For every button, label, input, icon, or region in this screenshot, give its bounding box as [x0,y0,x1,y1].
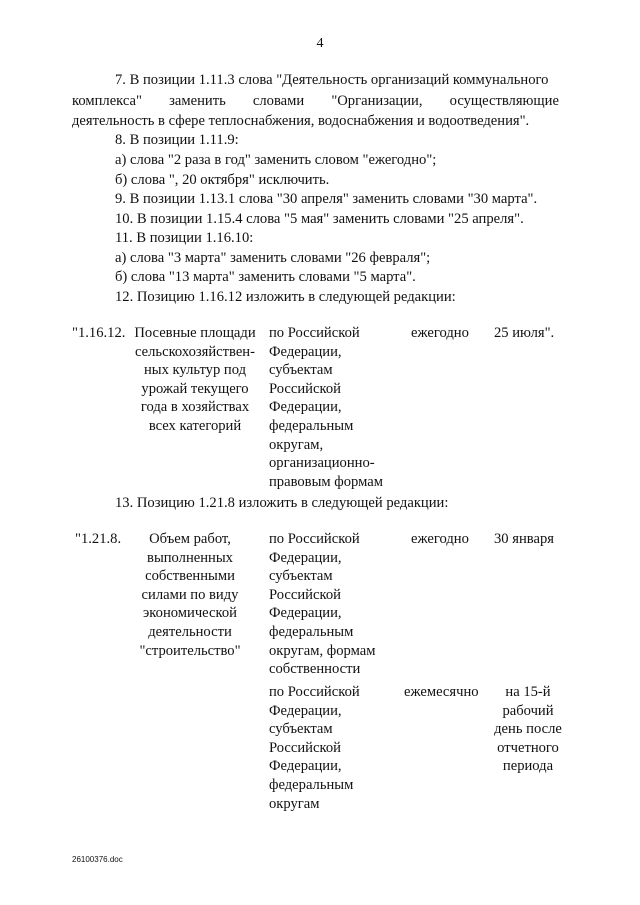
item11-b: б) слова "13 марта" заменить словами "5 марта". [115,269,416,285]
item7-word: заменить [169,93,226,109]
table2-row2-deadline: на 15-й рабочий день после отчетного периода [494,684,562,775]
item7-line3: деятельность в сфере теплоснабжения, водоснабжения и водоотведения". [72,113,530,129]
table1-name: Посевные площади сельскохозяйствен- ных культур под урожай текущего года в хозяйствах всех категорий [134,325,256,434]
item7-word: словами [252,93,305,109]
table1-code: "1.16.12. [72,325,126,341]
item8-line1: 8. В позиции 1.11.9: [115,132,239,148]
table2-row1-frequency: ежегодно [411,531,469,547]
item8-b: б) слова ", 20 октября" исключить. [115,172,330,188]
item7-line1: 7. В позиции 1.11.3 слова "Деятельность организаций коммунального [115,72,549,88]
item10: 10. В позиции 1.15.4 слова "5 мая" заменить словами "25 апреля". [115,211,524,227]
page-number: 4 [316,36,324,51]
item7-word: "Организации, [331,93,423,109]
table1-breakdown: по Российской Федерации, субъектам Российской Федерации, федеральным округам, организационно- правовым формам [269,325,383,490]
item12: 12. Позицию 1.16.12 изложить в следующей редакции: [115,289,456,305]
item7-word: осуществляющие [449,93,559,109]
table2-code: "1.21.8. [75,531,122,547]
footer-filename: 26100376.doc [72,855,123,864]
table1-deadline: 25 июля". [494,325,555,341]
item8-a: а) слова "2 раза в год" заменить словом "ежегодно"; [115,152,437,168]
item11-a: а) слова "3 марта" заменить словами "26 февраля"; [115,250,431,266]
item9: 9. В позиции 1.13.1 слова "30 апреля" заменить словами "30 марта". [115,191,538,207]
table2-row1-deadline: 30 января [494,531,554,547]
item7-line2 [72,92,559,111]
item13: 13. Позицию 1.21.8 изложить в следующей редакции: [115,495,449,511]
item7-word: комплекса" [72,93,142,109]
item11-line1: 11. В позиции 1.16.10: [115,230,254,246]
table2-name: Объем работ, выполненных собственными силами по виду экономической деятельности "строительство" [139,531,241,659]
table2-row2-frequency: ежемесячно [404,684,479,700]
table2-row2-breakdown: по Российской Федерации, субъектам Российской Федерации, федеральным округам [269,684,360,812]
table2-row1-breakdown: по Российской Федерации, субъектам Российской Федерации, федеральным округам, формам собственности [269,531,376,678]
table1-frequency: ежегодно [411,325,469,341]
